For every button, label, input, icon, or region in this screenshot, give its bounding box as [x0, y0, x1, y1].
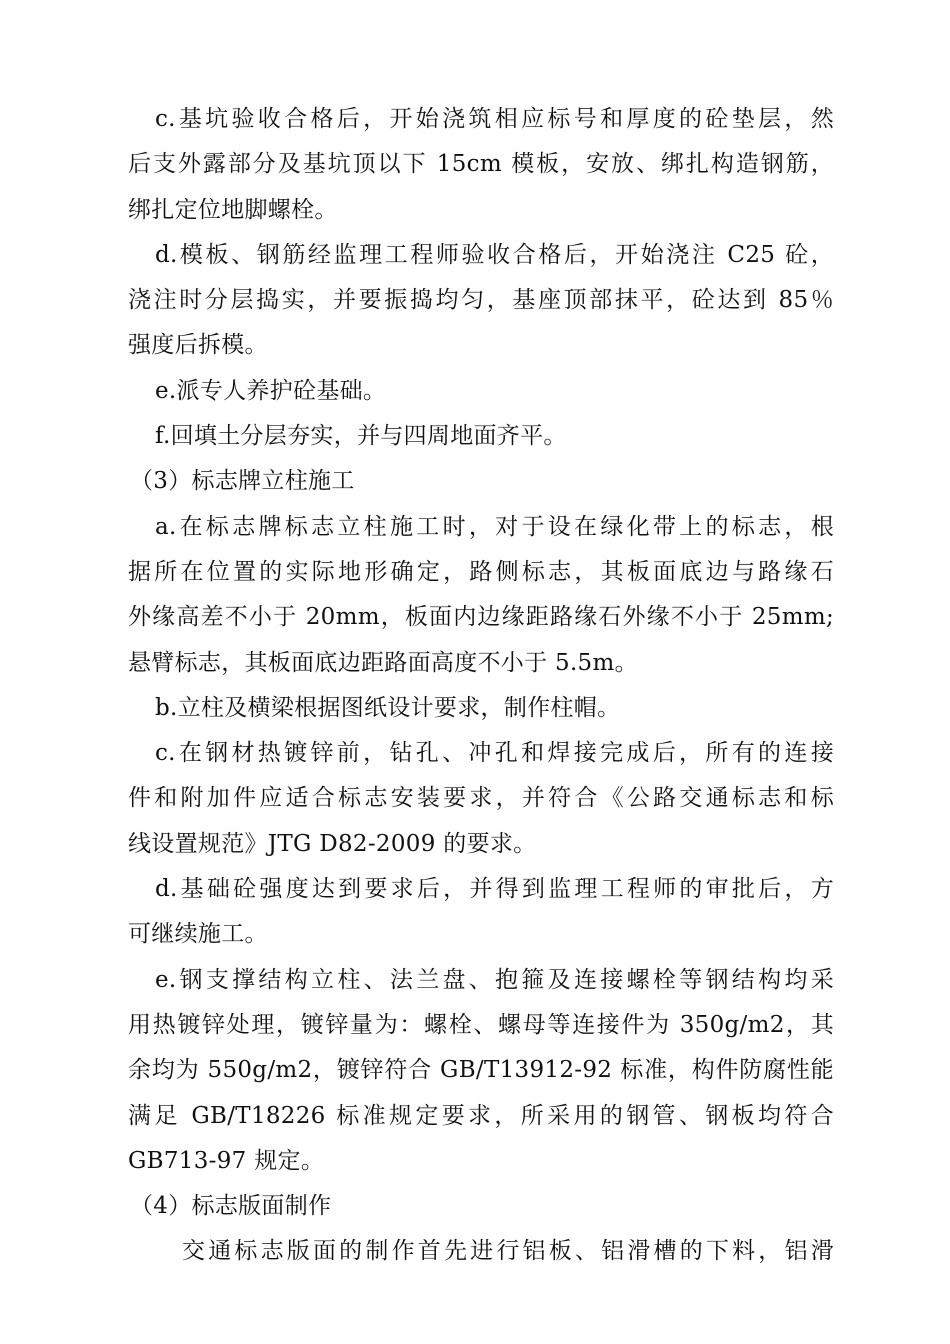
text-line: 绑扎定位地脚螺栓。 — [128, 196, 338, 223]
text-line: d.基础砼强度达到要求后，并得到监理工程师的审批后，方 — [155, 876, 834, 903]
text-line: 浇注时分层捣实，并要振捣均匀，基座顶部抹平，砼达到 85％ — [128, 287, 834, 314]
text-line: 余均为 550g/m2，镀锌符合 GB/T13912-92 标准，构件防腐性能 — [128, 1057, 834, 1084]
text-line: 后支外露部分及基坑顶以下 15cm 模板，安放、绑扎构造钢筋， — [128, 151, 834, 178]
text-line: e.派专人养护砼基础。 — [155, 377, 387, 404]
text-line: c.基坑验收合格后，开始浇筑相应标号和厚度的砼垫层，然 — [155, 106, 834, 132]
text-line: 交通标志版面的制作首先进行铝板、铝滑槽的下料，铝滑 — [182, 1238, 834, 1265]
text-line: c.在钢材热镀锌前，钻孔、冲孔和焊接完成后，所有的连接 — [155, 740, 834, 767]
text-line: a.在标志牌标志立柱施工时，对于设在绿化带上的标志，根 — [155, 513, 834, 540]
text-line: 外缘高差不小于 20mm，板面内边缘距路缘石外缘不小于 25mm; — [128, 604, 834, 631]
text-line: 件和附加件应适合标志安装要求，并符合《公路交通标志和标 — [128, 785, 834, 812]
text-line: e.钢支撑结构立柱、法兰盘、抱箍及连接螺栓等钢结构均采 — [155, 966, 834, 993]
section-heading: （4）标志版面制作 — [130, 1193, 332, 1220]
text-line: 可继续施工。 — [128, 921, 268, 948]
text-line: d.模板、钢筋经监理工程师验收合格后，开始浇注 C25 砼， — [155, 241, 834, 268]
text-line: 强度后拆模。 — [128, 332, 268, 359]
section-heading: （3）标志牌立柱施工 — [130, 468, 355, 495]
text-line: 悬臂标志，其板面底边距路面高度不小于 5.5m。 — [128, 649, 638, 676]
text-line: GB713-97 规定。 — [128, 1147, 325, 1174]
text-line: f.回填土分层夯实，并与四周地面齐平。 — [155, 423, 567, 450]
text-line: b.立柱及横梁根据图纸设计要求，制作柱帽。 — [155, 694, 621, 721]
document-body — [128, 97, 834, 1275]
text-line: 线设置规范》JTG D82-2009 的要求。 — [128, 830, 537, 857]
text-line: 据所在位置的实际地形确定，路侧标志，其板面底边与路缘石 — [128, 558, 834, 585]
text-line: 满足 GB/T18226 标准规定要求，所采用的钢管、钢板均符合 — [128, 1102, 834, 1129]
text-line: 用热镀锌处理，镀锌量为：螺栓、螺母等连接件为 350g/m2，其 — [128, 1011, 834, 1038]
